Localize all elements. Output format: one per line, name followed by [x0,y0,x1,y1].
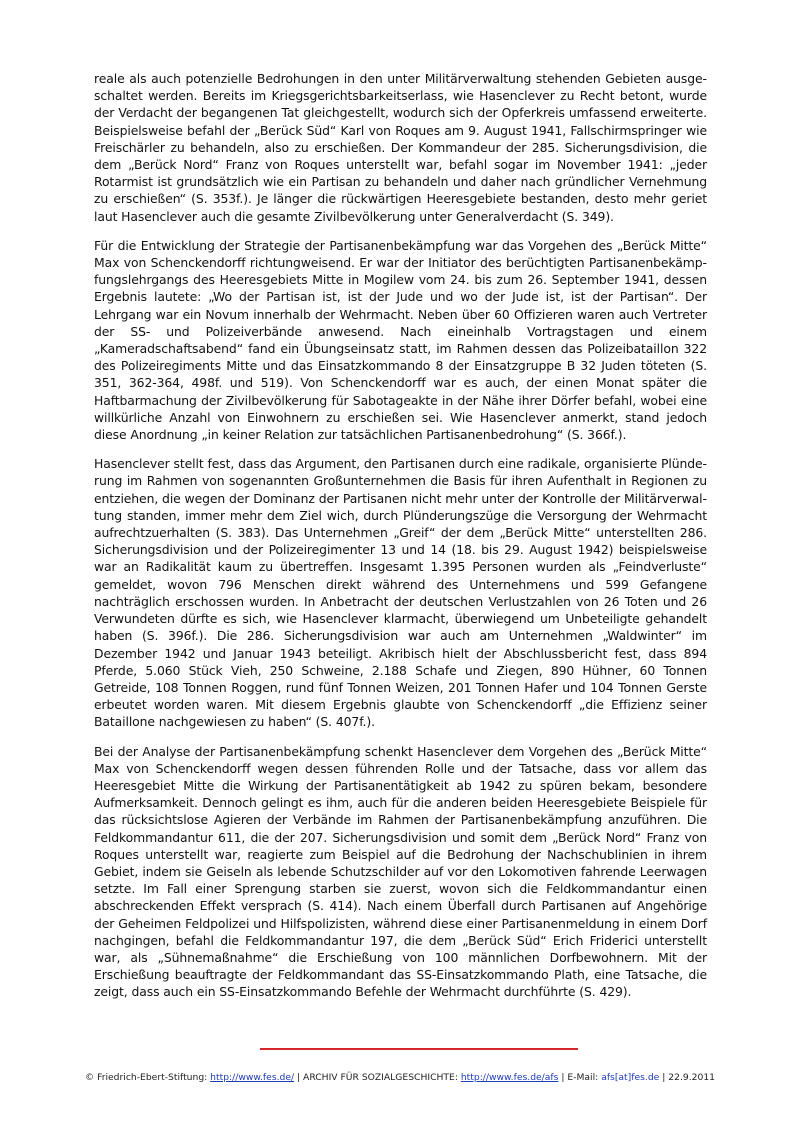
footer-date: | 22.9.2011 [659,1072,716,1083]
article-body [94,70,707,1013]
paragraph-4: Bei der Analyse der Partisanenbekämpfung schenkt Hasenclever dem Vorgehen des „Berück Mitte“ Max von Schenckendorff wegen dessen führenden Rolle und der Tatsache, dass vor allem das Heeresgebiet Mitte die Wirkung der Partisanentätigkeit ab 1942 zu spüren bekam, besondere Aufmerksamkeit. Dennoch gelingt es ihm, auch für die anderen beiden Heeresgebiete Beispiele für das rücksichtslose Agieren der Verbände im Rahmen der Partisanenbekämpfung anzuführen. Die Feldkommandantur 611, die der 207. Sicherungsdivision und somit dem „Berück Nord“ Franz von Roques unterstellt war, reagierte zum Beispiel auf die Bedrohung der Nachschublinien in ihrem Gebiet, indem sie Geiseln als lebende Schutzschilder auf vor den Lokomotiven fahrende Leerwagen setzte. Im Fall einer Sprengung starben sie zuerst, wovon sich die Feldkommandantur einen abschreckenden Effekt versprach (S. 414). Nach einem Überfall durch Partisanen auf Angehörige der Geheimen Feldpolizei und Hilfspolizisten, während diese einer Partisanenmeldung in einem Dorf nachgingen, befahl die Feldkommandantur 197, die dem „Berück Süd“ Erich Friderici unterstellt war, als „Sühnemaßnahme“ die Erschießung von 100 männlichen Dorfbewohnern. Mit der Erschießung beauftragte der Feldkommandant das SS-Einsatzkommando Plath, eine Tatsache, die zeigt, dass auch ein SS-Einsatzkommando Befehle der Wehrmacht durchführte (S. 429). [94,743,707,1000]
paragraph-3: Hasenclever stellt fest, dass das Argument, den Partisanen durch eine radikale, organisierte Plünderung im Rahmen von sogenannten Großunternehmen die Basis für ihren Aufenthalt in Regionen zu entziehen, die wegen der Dominanz der Partisanen nicht mehr unter der Kontrolle der Militärverwaltung standen, immer mehr dem Ziel wich, durch Plünderungszüge die Versorgung der Wehrmacht aufrechtzuerhalten (S. 383). Das Unternehmen „Greif“ der dem „Berück Mitte“ unterstellten 286. Sicherungsdivision und der Polizeiregimenter 13 und 14 (18. bis 29. August 1942) beispielsweise war an Radikalität kaum zu übertreffen. Insgesamt 1.395 Personen wurden als „Feindverluste“ gemeldet, wovon 796 Menschen direkt während des Unternehmens und 599 Gefangene nachträglich erschossen wurden. In Anbetracht der deutschen Verlustzahlen von 26 Toten und 26 Verwundeten dürfte es sich, wie Hasenclever klarmacht, überwiegend um Unbeteiligte gehandelt haben (S. 396f.). Die 286. Sicherungsdivision war auch am Unternehmen „Waldwinter“ im Dezember 1942 und Januar 1943 beteiligt. Akribisch hielt der Abschlussbericht fest, dass 894 Pferde, 5.060 Stück Vieh, 250 Schweine, 2.188 Schafe und Ziegen, 890 Hühner, 60 Tonnen Getreide, 108 Tonnen Roggen, rund fünf Tonnen Weizen, 201 Tonnen Hafer und 104 Tonnen Gerste erbeutet worden waren. Mit diesem Ergebnis glaubte von Schenckendorff „die Effizienz seiner Bataillone nachgewiesen zu haben“ (S. 407f.). [94,456,707,730]
paragraph-2: Für die Entwicklung der Strategie der Partisanenbekämpfung war das Vorgehen des „Berück Mitte“ Max von Schenckendorff richtungweisend. Er war der Initiator des berüchtigten Partisanenbekämpfungslehrgangs des Heeresgebiets Mitte in Mogilew vom 24. bis zum 26. September 1941, dessen Ergebnis lautete: „Wo der Partisan ist, ist der Jude und wo der Jude ist, ist der Partisan“. Der Lehrgang war ein Novum innerhalb der Wehrmacht. Neben über 60 Offizieren waren auch Vertreter der SS- und Polizeiverbände anwesend. Nach eineinhalb Vortragstagen und einem „Kameradschaftsabend“ fand ein Übungseinsatz statt, im Rahmen dessen das Polizeibataillon 322 des Polizeiregiments Mitte und das Einsatzkommando 8 der Einsatzgruppe B 32 Juden töteten (S. 351, 362-364, 498f. und 519). Von Schenckendorff war es auch, der einen Monat später die Haftbarmachung der Zivilbevölkerung für Sabotageakte in der Nähe ihrer Dörfer befahl, wobei eine willkürliche Anzahl von Einwohnern zu erschießen sei. Wie Hasenclever anmerkt, stand jedoch diese Anordnung „in keiner Relation zur tatsächlichen Partisanenbedrohung“ (S. 366f.). [94,237,707,443]
footer-copyright: © Friedrich-Ebert-Stiftung: [84,1072,211,1083]
afs-link[interactable]: http://www.fes.de/afs [460,1072,559,1083]
footer-email-label: | E-Mail: [558,1072,602,1083]
footer-archive-label: | ARCHIV FÜR SOZIALGESCHICHTE: [294,1072,461,1083]
footer-divider [260,1048,578,1050]
paragraph-1: reale als auch potenzielle Bedrohungen in den unter Militärverwaltung stehenden Gebieten ausgeschaltet werden. Bereits im Kriegsgerichtsbarkeitserlass, wie Hasenclever zu Recht betont, wurde der Verdacht der begangenen Tat gleichgestellt, wodurch sich der Opferkreis umfassend erweiterte. Beispielsweise befahl der „Berück Süd“ Karl von Roques am 9. August 1941, Fallschirmspringer wie Freischärler zu behandeln, also zu erschießen. Der Kommandeur der 285. Sicherungsdivision, die dem „Berück Nord“ Franz von Roques unterstellt war, befahl sogar im November 1941: „jeder Rotarmist ist grundsätzlich wie ein Partisan zu behandeln und daher nach gründlicher Vernehmung zu erschießen“ (S. 353f.). Je länger die rückwärtigen Heeresgebiete bestanden, desto mehr geriet laut Hasenclever auch die gesamte Zivilbevölkerung unter Generalverdacht (S. 349). [94,71,707,224]
page-footer [0,1072,800,1084]
footer-email[interactable]: afs[at]fes.de [601,1072,660,1083]
fes-link[interactable]: http://www.fes.de/ [210,1072,295,1083]
